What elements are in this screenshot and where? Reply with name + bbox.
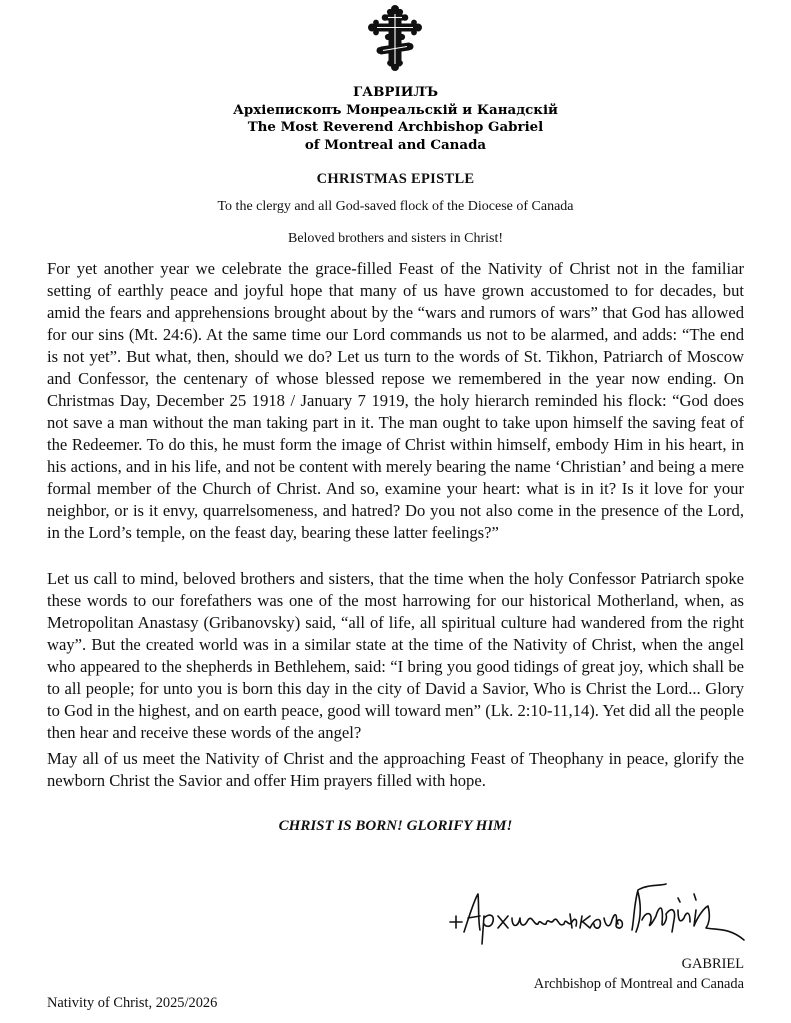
body-paragraph: For yet another year we celebrate the grace-filled Feast of the Nativity of Christ not in the familiar setting of earthly peace and joyful hope that many of us have grown accustomed to for decades, but amid the fears and apprehensions brought about by the “wars and rumors of wars” that God has allowed for our sins (Mt. 24:6). At the same time our Lord commands us not to be alarmed, and adds: “The end is not yet”. But what, then, should we do? Let us turn to the words of St. Tikhon, Patriarch of Moscow and Confessor, the centenary of whose blessed repose we remembered in the year now ending. On Christmas Day, December 25 1918 / January 7 1919, the holy hierarch reminded his flock: “God does not save a man without the man taking part in it. The man ought to take upon himself the saving feat of the Redeemer. To do this, he must form the image of Christ within himself, embody Him in his heart, in his actions, and in his life, and not be content with merely bearing the name ‘Christian’ and being a mere formal member of the Church of Christ. And so, examine your heart: what is in it? Is it love for your neighbor, or is it envy, quarrelsomeness, and hatred? Do you not also come in the presence of the Lord, in the Lord’s temple, on the feast day, bearing these latter feelings?” — [47, 259, 744, 542]
signatory-name: GABRIEL — [681, 956, 744, 972]
epistle-greeting: Beloved brothers and sisters in Christ! — [287, 231, 504, 246]
hierarch-see-english: of Montreal and Canada — [304, 136, 487, 153]
signatory-title: Archbishop of Montreal and Canada — [533, 976, 744, 992]
hierarch-name-slavonic: ГАВРІИЛЪ — [352, 84, 439, 100]
orthodox-cross-icon — [367, 4, 423, 72]
body-paragraph: Let us call to mind, beloved brothers and sisters, that the time when the holy Confessor Patriarch spoke these words to our forefathers was one of the most harrowing for our historical Motherland, when, as Metropolitan Anastasy (Gribanovsky) said, “all of life, all spiritual culture had wandered from the right way”. But the created world was in a similar state at the time of the Nativity of Christ, when the angel who appeared to the shepherds in Bethlehem, said: “I bring you good tidings of great joy, which shall be to all people; for unto you is born this day in the city of David a Savior, Who is Christ the Lord... Glory to God in the highest, and on earth peace, good will toward men” (Lk. 2:10-11,14). Yet did all the people then hear and receive these words of the angel? — [47, 569, 744, 742]
handwritten-signature — [448, 880, 748, 950]
christmas-acclamation: CHRIST IS BORN! GLORIFY HIM! — [278, 818, 513, 834]
date-line: Nativity of Christ, 2025/2026 — [47, 995, 218, 1011]
hierarch-header — [0, 84, 791, 154]
epistle-title: CHRISTMAS EPISTLE — [316, 171, 475, 187]
hierarch-title-slavonic: Архіепископъ Монреальскій и Канадскій — [233, 101, 558, 118]
hierarch-title-english: The Most Reverend Archbishop Gabriel — [247, 119, 544, 135]
body-paragraph: May all of us meet the Nativity of Christ and the approaching Feast of Theophany in peace, glorify the newborn Christ the Savior and offer Him prayers filled with hope. — [47, 749, 744, 790]
epistle-addressee: To the clergy and all God-saved flock of the Diocese of Canada — [217, 199, 574, 214]
